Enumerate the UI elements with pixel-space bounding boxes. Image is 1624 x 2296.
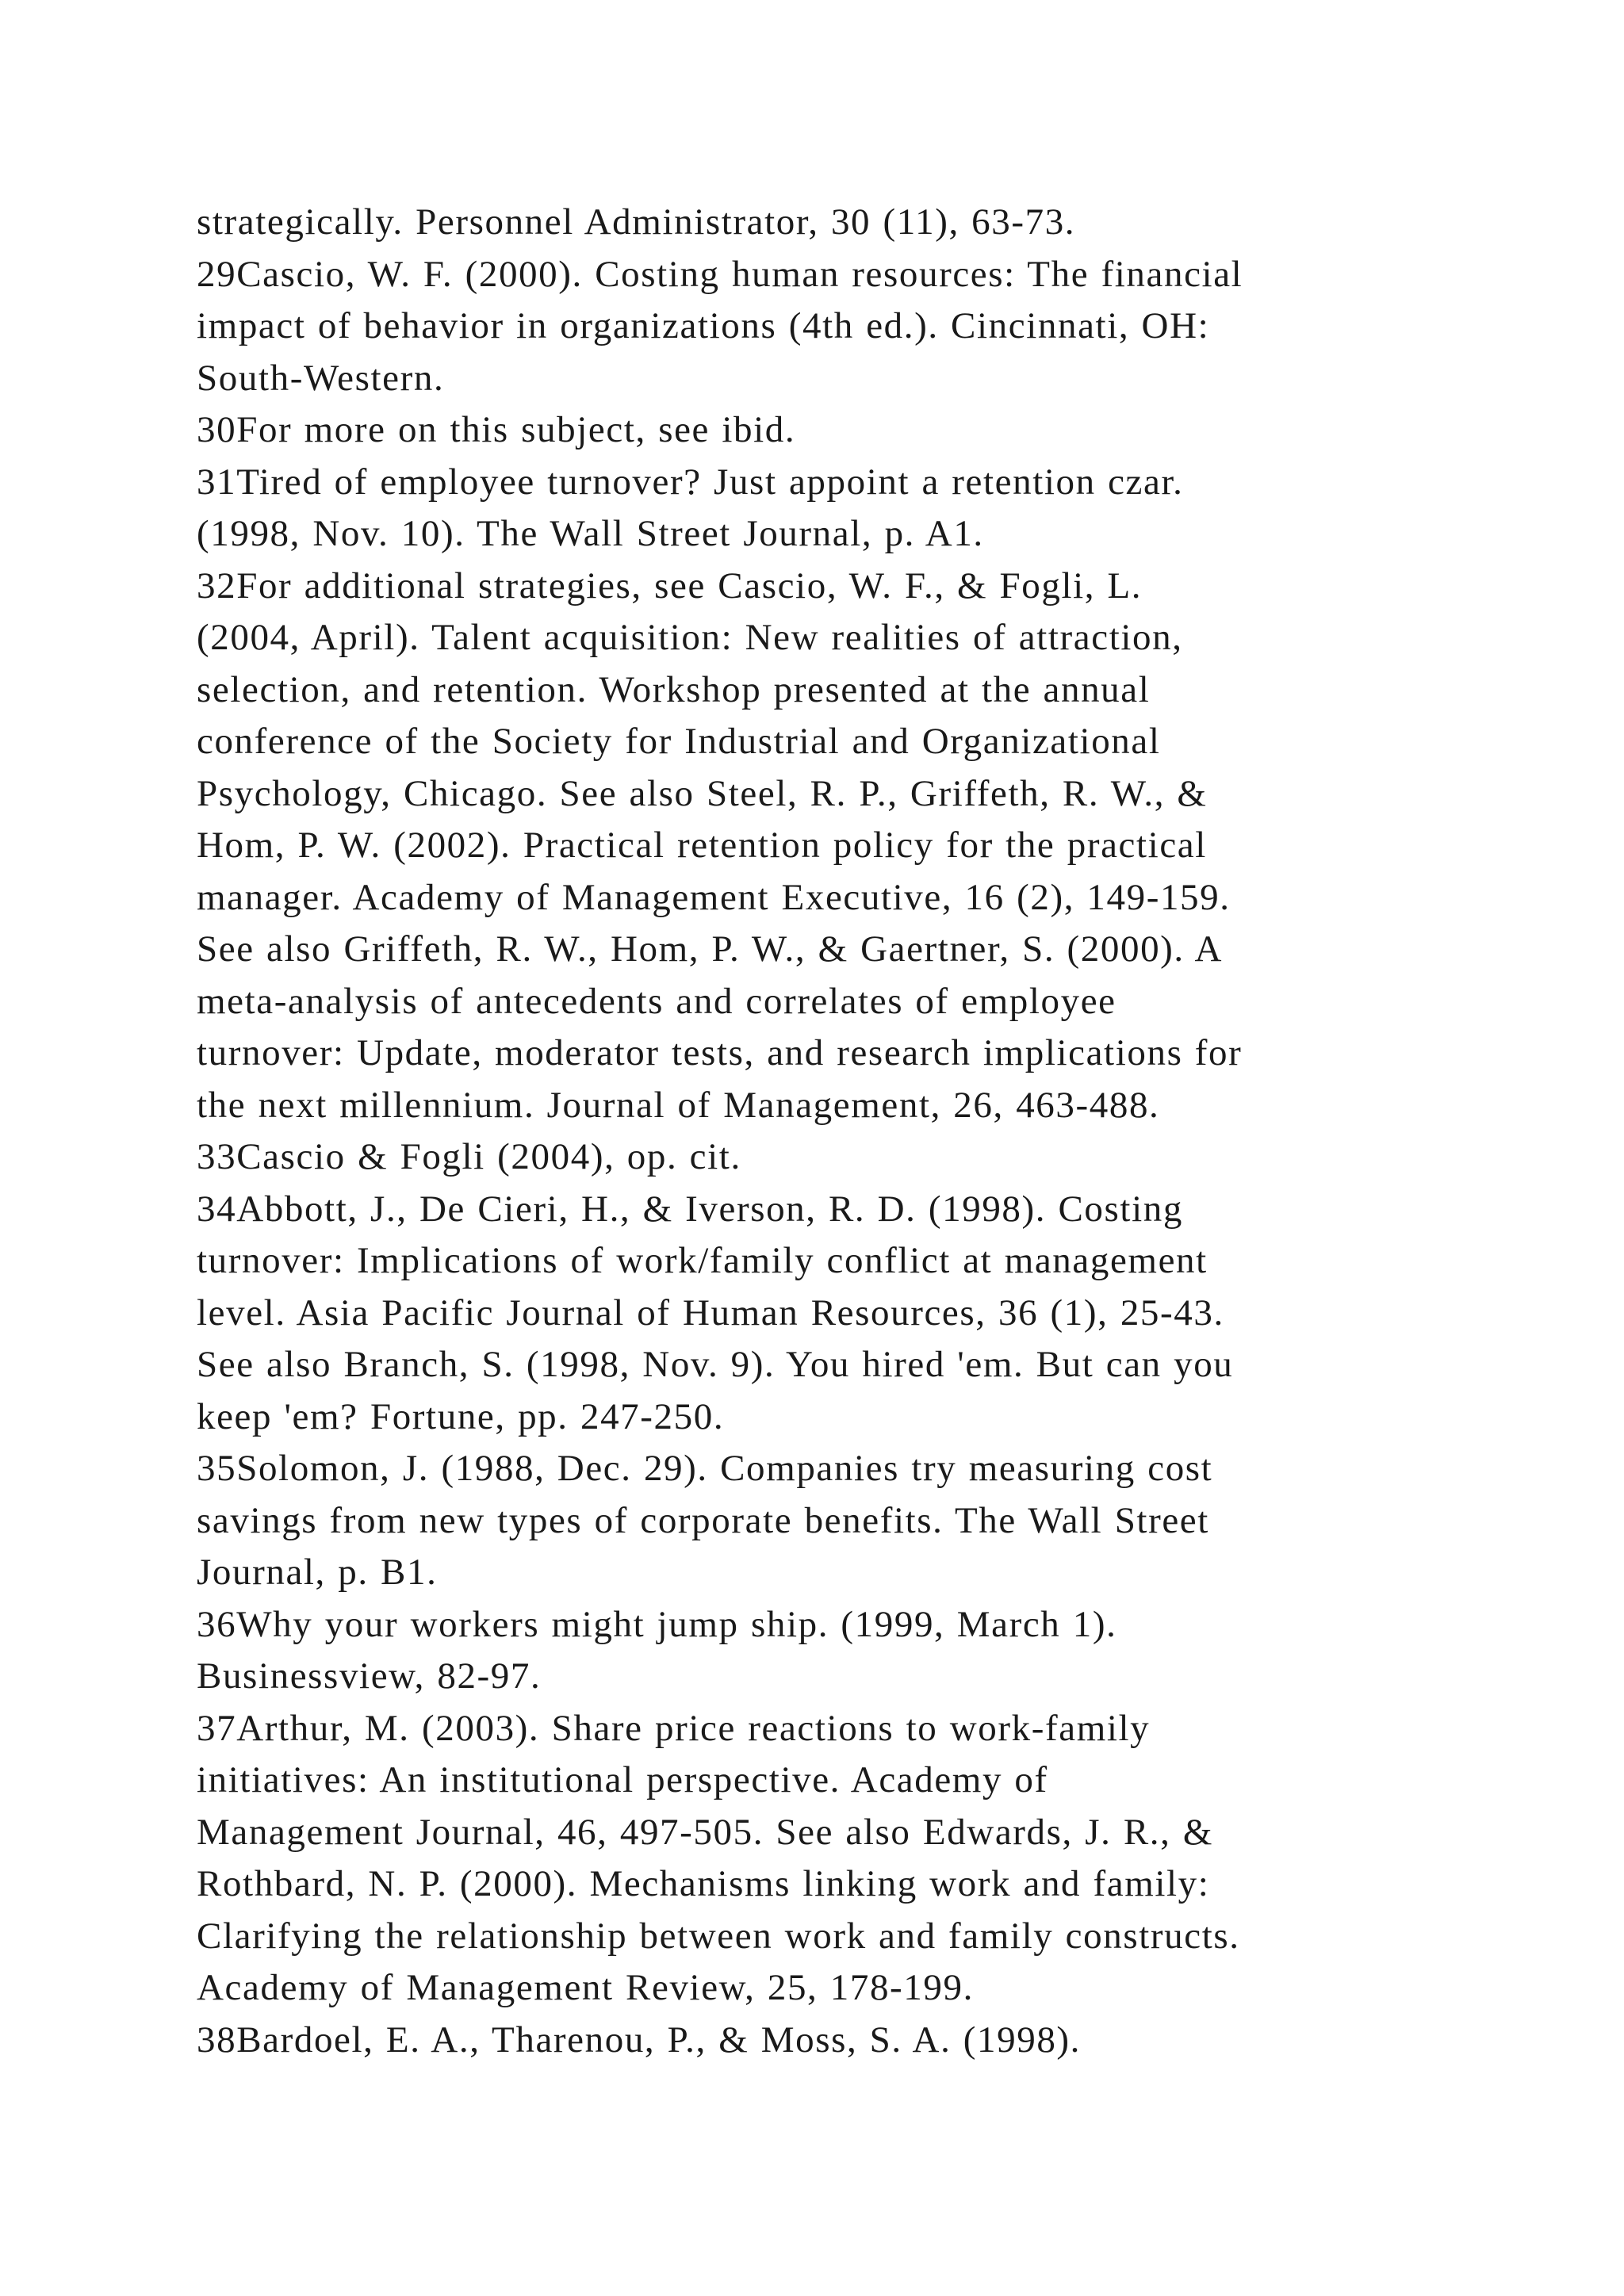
- text-line: Clarifying the relationship between work and family constructs.: [197, 1915, 1240, 1957]
- text-line: turnover: Update, moderator tests, and research implications for: [197, 1032, 1243, 1073]
- text-line: Psychology, Chicago. See also Steel, R. P., Griffeth, R. W., &: [197, 772, 1208, 814]
- text-line: Journal, p. B1.: [197, 1552, 438, 1593]
- text-line: 32For additional strategies, see Cascio, W. F., & Fogli, L.: [197, 564, 1143, 607]
- text-line: Hom, P. W. (2002). Practical retention policy for the practical: [197, 825, 1207, 866]
- text-line: keep 'em? Fortune, pp. 247-250.: [197, 1395, 725, 1437]
- text-line: turnover: Implications of work/family conflict at management: [197, 1240, 1208, 1281]
- text-line: Management Journal, 46, 497-505. See also Edwards, J. R., &: [197, 1811, 1213, 1853]
- text-line: impact of behavior in organizations (4th ed.). Cincinnati, OH:: [197, 305, 1210, 346]
- text-line: (2004, April). Talent acquisition: New realities of attraction,: [197, 617, 1183, 658]
- text-line: initiatives: An institutional perspective. Academy of: [197, 1759, 1048, 1800]
- text-line: Businessview, 82-97.: [197, 1655, 542, 1697]
- text-line: the next millennium. Journal of Management, 26, 463-488.: [197, 1084, 1160, 1126]
- text-line: 37Arthur, M. (2003). Share price reactions to work-family: [197, 1707, 1151, 1749]
- text-line: See also Branch, S. (1998, Nov. 9). You hired 'em. But can you: [197, 1344, 1234, 1385]
- text-line: 29Cascio, W. F. (2000). Costing human resources: The financial: [197, 253, 1243, 295]
- text-line: manager. Academy of Management Executive, 16 (2), 149-159.: [197, 876, 1231, 918]
- text-line: 30For more on this subject, see ibid.: [197, 409, 796, 450]
- text-line: Academy of Management Review, 25, 178-199.: [197, 1967, 974, 2008]
- text-line: strategically. Personnel Administrator, 30 (11), 63-73.: [197, 201, 1076, 243]
- text-line: 31Tired of employee turnover? Just appoint a retention czar.: [197, 461, 1184, 503]
- text-line: 34Abbott, J., De Cieri, H., & Iverson, R. D. (1998). Costing: [197, 1188, 1183, 1230]
- text-line: conference of the Society for Industrial and Organizational: [197, 721, 1161, 762]
- text-line: (1998, Nov. 10). The Wall Street Journal, p. A1.: [197, 513, 984, 554]
- references-text: [197, 197, 1497, 2066]
- text-line: meta-analysis of antecedents and correlates of employee: [197, 980, 1116, 1022]
- text-line: 38Bardoel, E. A., Tharenou, P., & Moss, S. A. (1998).: [197, 2019, 1082, 2061]
- text-line: 35Solomon, J. (1988, Dec. 29). Companies try measuring cost: [197, 1448, 1213, 1489]
- text-line: savings from new types of corporate benefits. The Wall Street: [197, 1499, 1209, 1541]
- text-line: Rothbard, N. P. (2000). Mechanisms linking work and family:: [197, 1863, 1210, 1904]
- text-line: selection, and retention. Workshop presented at the annual: [197, 668, 1151, 710]
- text-line: level. Asia Pacific Journal of Human Resources, 36 (1), 25-43.: [197, 1292, 1224, 1334]
- text-line: 36Why your workers might jump ship. (1999, March 1).: [197, 1603, 1117, 1645]
- text-line: See also Griffeth, R. W., Hom, P. W., & Gaertner, S. (2000). A: [197, 928, 1224, 970]
- text-line: 33Cascio & Fogli (2004), op. cit.: [197, 1136, 741, 1177]
- text-line: South-Western.: [197, 357, 445, 399]
